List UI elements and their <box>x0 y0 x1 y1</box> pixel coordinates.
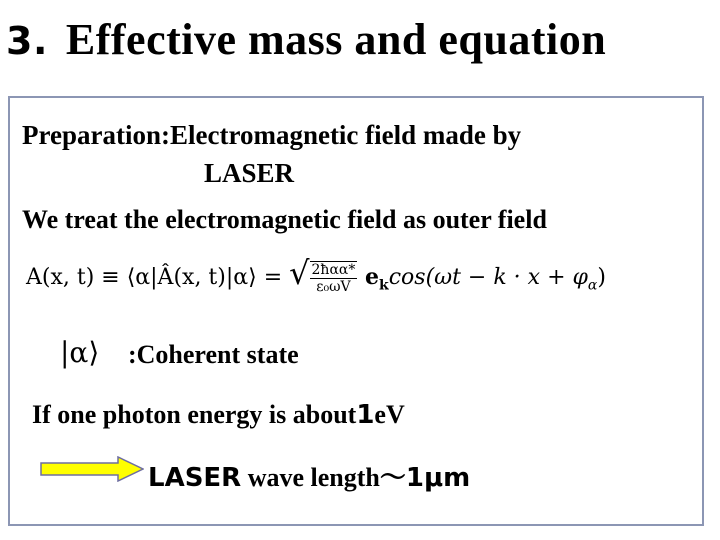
photon-energy-line <box>32 400 405 430</box>
photon-energy-unit: eV <box>374 400 405 429</box>
section-number: 3. <box>6 19 48 63</box>
preparation-continuation: LASER <box>204 158 295 188</box>
laser-name: LASER <box>148 463 242 493</box>
title-text: Effective mass and equation <box>65 15 607 64</box>
unit-vector-subscript: k <box>379 277 389 294</box>
coherent-state-ket: |α⟩ <box>60 336 100 369</box>
coherent-state-label: :Coherent state <box>128 340 299 369</box>
cosine-term: cos(ωt − k · x + φ <box>388 265 588 290</box>
approx-tilde: 〜 <box>379 463 406 493</box>
preparation-text: Electromagnetic field made by <box>169 120 522 150</box>
fraction-numerator: 2ħαα* <box>311 262 356 278</box>
preparation-line <box>22 120 521 151</box>
photon-energy-value: 1 <box>356 400 375 430</box>
laser-text: wave length <box>241 463 380 492</box>
slide-title <box>6 14 606 65</box>
phase-subscript: α <box>587 277 598 294</box>
sqrt-sign: √ <box>289 254 310 292</box>
vector-potential-equation <box>26 254 666 312</box>
wavelength-unit: μm <box>423 463 471 493</box>
equation-lhs: A(x, t) ≡ ⟨α|Â(x, t)|α⟩ = <box>26 265 290 290</box>
preparation-label: Preparation: <box>22 120 170 150</box>
wavelength-value: 1 <box>405 463 424 493</box>
unit-vector: e <box>357 264 380 290</box>
outer-field-statement: We treat the electromagnetic field as outer field <box>22 205 547 234</box>
fraction-denominator: ε₀ωV <box>310 278 358 295</box>
right-arrow-icon <box>40 456 144 482</box>
equation-close: ) <box>597 265 606 290</box>
laser-wavelength-line <box>148 457 470 494</box>
photon-energy-text: If one photon energy is about <box>32 400 357 429</box>
sqrt-fraction <box>310 261 358 295</box>
